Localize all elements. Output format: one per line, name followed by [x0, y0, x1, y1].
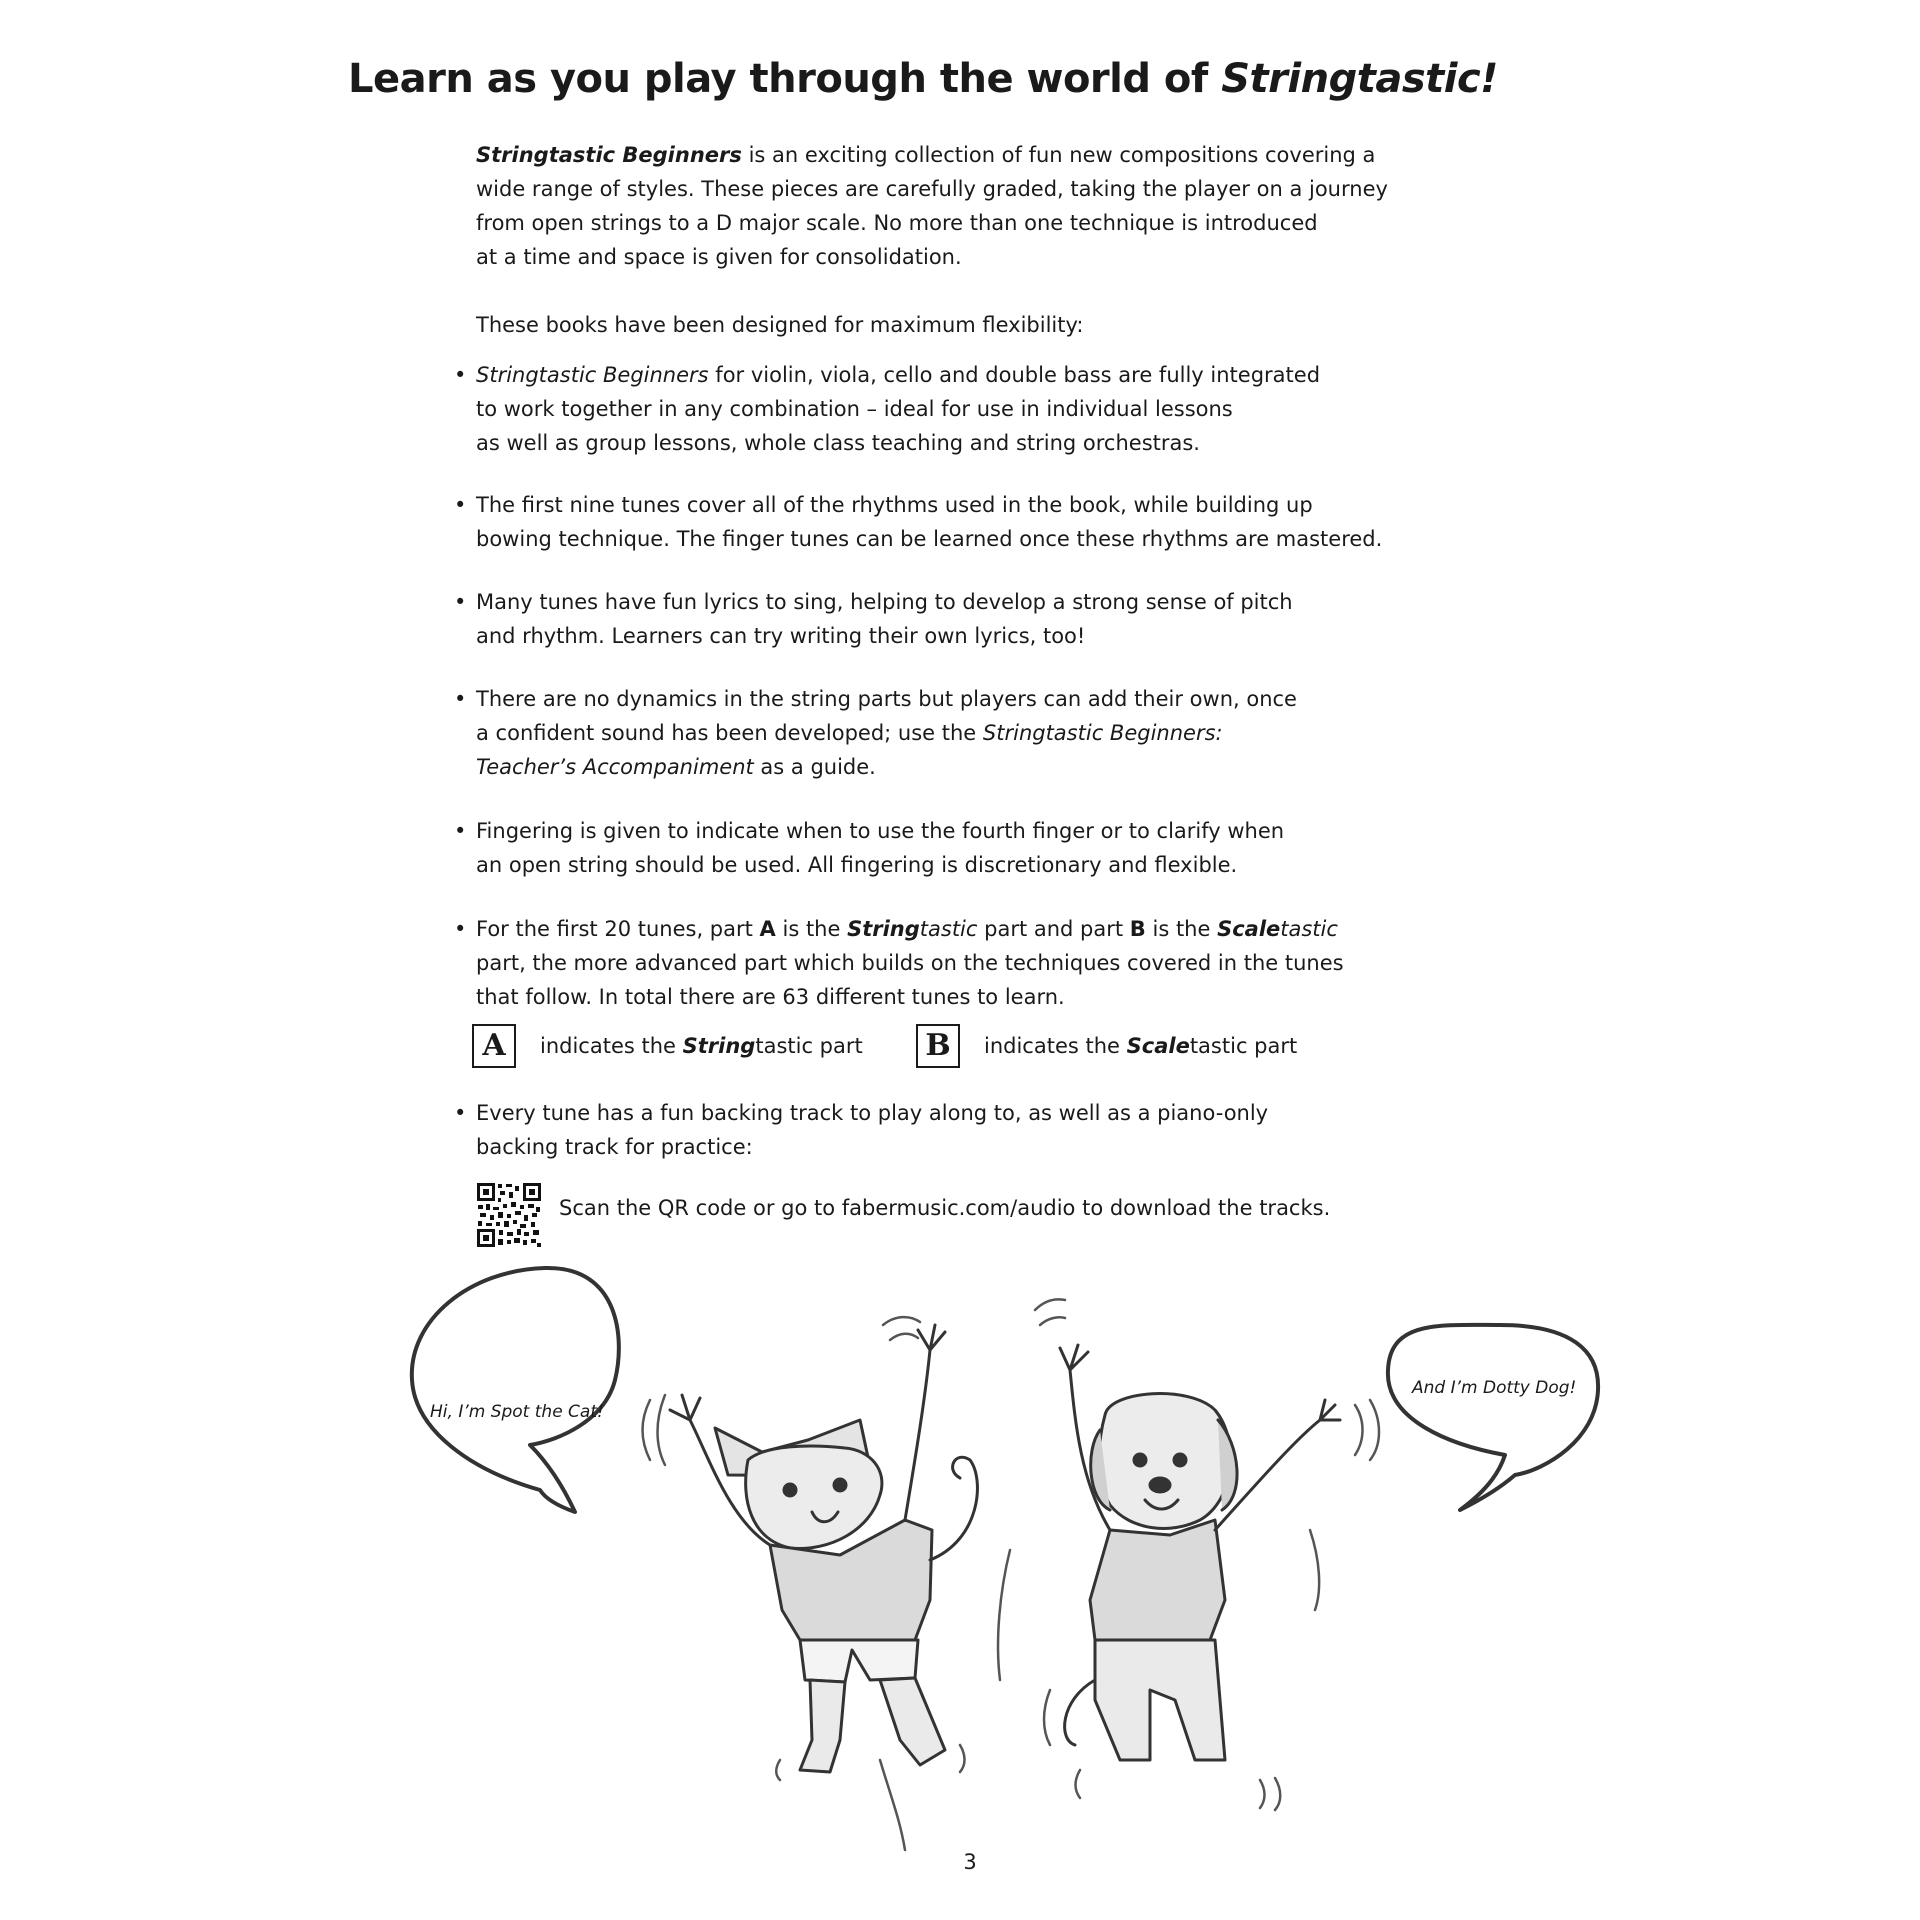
flexibility-text: These books have been designed for maximum flexibility:	[476, 313, 1084, 337]
bullet-4-line-2: a confident sound has been developed; use the	[476, 721, 983, 745]
cat-character	[670, 1325, 977, 1772]
bullet-dot: •	[454, 363, 467, 387]
bullet-dot: •	[454, 819, 467, 843]
tastic-italic-2: tastic	[1280, 917, 1338, 941]
intro-line-1: is an exciting collection of fun new compositions covering a	[741, 143, 1376, 167]
scale-bold: Scale	[1217, 917, 1281, 941]
bullet-dot: •	[454, 1101, 467, 1125]
intro-line-4: at a time and space is given for consolidation.	[476, 245, 962, 269]
bullet-2-line-2: bowing technique. The finger tunes can be learned once these rhythms are mastered.	[476, 527, 1383, 551]
bullet-6-line-3: that follow. In total there are 63 different tunes to learn.	[476, 985, 1065, 1009]
bullet-1-line-1: for violin, viola, cello and double bass are fully integrated	[708, 363, 1321, 387]
dog-character	[1060, 1345, 1340, 1760]
title-italic: Stringtastic!	[1221, 56, 1498, 102]
legend-a-bold: String	[682, 1034, 756, 1058]
bullet-4-italic-1: Stringtastic Beginners:	[982, 721, 1223, 745]
motion-lines	[643, 1299, 1380, 1850]
bullet-1-line-3: as well as group lessons, whole class teaching and string orchestras.	[476, 431, 1200, 455]
bullet-3-line-1: Many tunes have fun lyrics to sing, helping to develop a strong sense of pitch	[476, 590, 1293, 614]
bullet-2-line-1: The first nine tunes cover all of the rhythms used in the book, while building up	[476, 493, 1313, 517]
dog-bubble-text: And I’m Dotty Dog!	[1412, 1378, 1577, 1398]
intro-line-3: from open strings to a D major scale. No more than one technique is introduced	[476, 211, 1318, 235]
bullet-7-line-2: backing track for practice:	[476, 1135, 753, 1159]
bullet-4-italic-2: Teacher’s Accompaniment	[476, 755, 754, 779]
bullet-dot: •	[454, 917, 467, 941]
part-a-label: A	[759, 917, 776, 941]
part-a-box: A	[472, 1024, 516, 1068]
page-number: 3	[963, 1850, 977, 1874]
qr-instructions: Scan the QR code or go to fabermusic.com/audio to download the tracks.	[559, 1196, 1331, 1220]
string-bold: String	[847, 917, 920, 941]
bullet-1-italic: Stringtastic Beginners	[476, 363, 709, 387]
bullet-dot: •	[454, 493, 467, 517]
bullet-dot: •	[454, 590, 467, 614]
legend-a-suffix: tastic part	[755, 1034, 863, 1058]
legend-b-suffix: tastic part	[1189, 1034, 1298, 1058]
intro-bold-title: Stringtastic Beginners	[476, 143, 742, 167]
legend-a-prefix: indicates the	[540, 1034, 683, 1058]
bullet-1-line-2: to work together in any combination – ideal for use in individual lessons	[476, 397, 1233, 421]
title-text: Learn as you play through the world of	[348, 56, 1222, 102]
part-b-box: B	[916, 1024, 960, 1068]
bullet-6-text-3: part and part	[977, 917, 1130, 941]
bullet-dot: •	[454, 687, 467, 711]
legend-b-prefix: indicates the	[984, 1034, 1127, 1058]
bullet-5-line-2: an open string should be used. All fingering is discretionary and flexible.	[476, 853, 1238, 877]
cat-speech-bubble	[412, 1268, 619, 1512]
cat-bubble-text: Hi, I’m Spot the Cat!	[430, 1402, 604, 1422]
part-b-label: B	[1129, 917, 1146, 941]
bullet-7-line-1: Every tune has a fun backing track to play along to, as well as a piano-only	[476, 1101, 1269, 1125]
bullet-5-line-1: Fingering is given to indicate when to use the fourth finger or to clarify when	[476, 819, 1285, 843]
intro-line-2: wide range of styles. These pieces are carefully graded, taking the player on a journey	[476, 177, 1388, 201]
bullet-3-line-2: and rhythm. Learners can try writing their own lyrics, too!	[476, 624, 1086, 648]
bullet-4-line-3: as a guide.	[753, 755, 876, 779]
dog-speech-bubble	[1388, 1325, 1598, 1510]
bullet-6-text-1: For the first 20 tunes, part	[476, 917, 760, 941]
bullet-6-line-2: part, the more advanced part which builds on the techniques covered in the tunes	[476, 951, 1344, 975]
bullet-6-text-4: is the	[1145, 917, 1218, 941]
tastic-italic: tastic	[919, 917, 978, 941]
bullet-4-line-1: There are no dynamics in the string parts but players can add their own, once	[476, 687, 1297, 711]
bullet-6-text-2: is the	[775, 917, 848, 941]
legend-b-bold: Scale	[1126, 1034, 1190, 1058]
